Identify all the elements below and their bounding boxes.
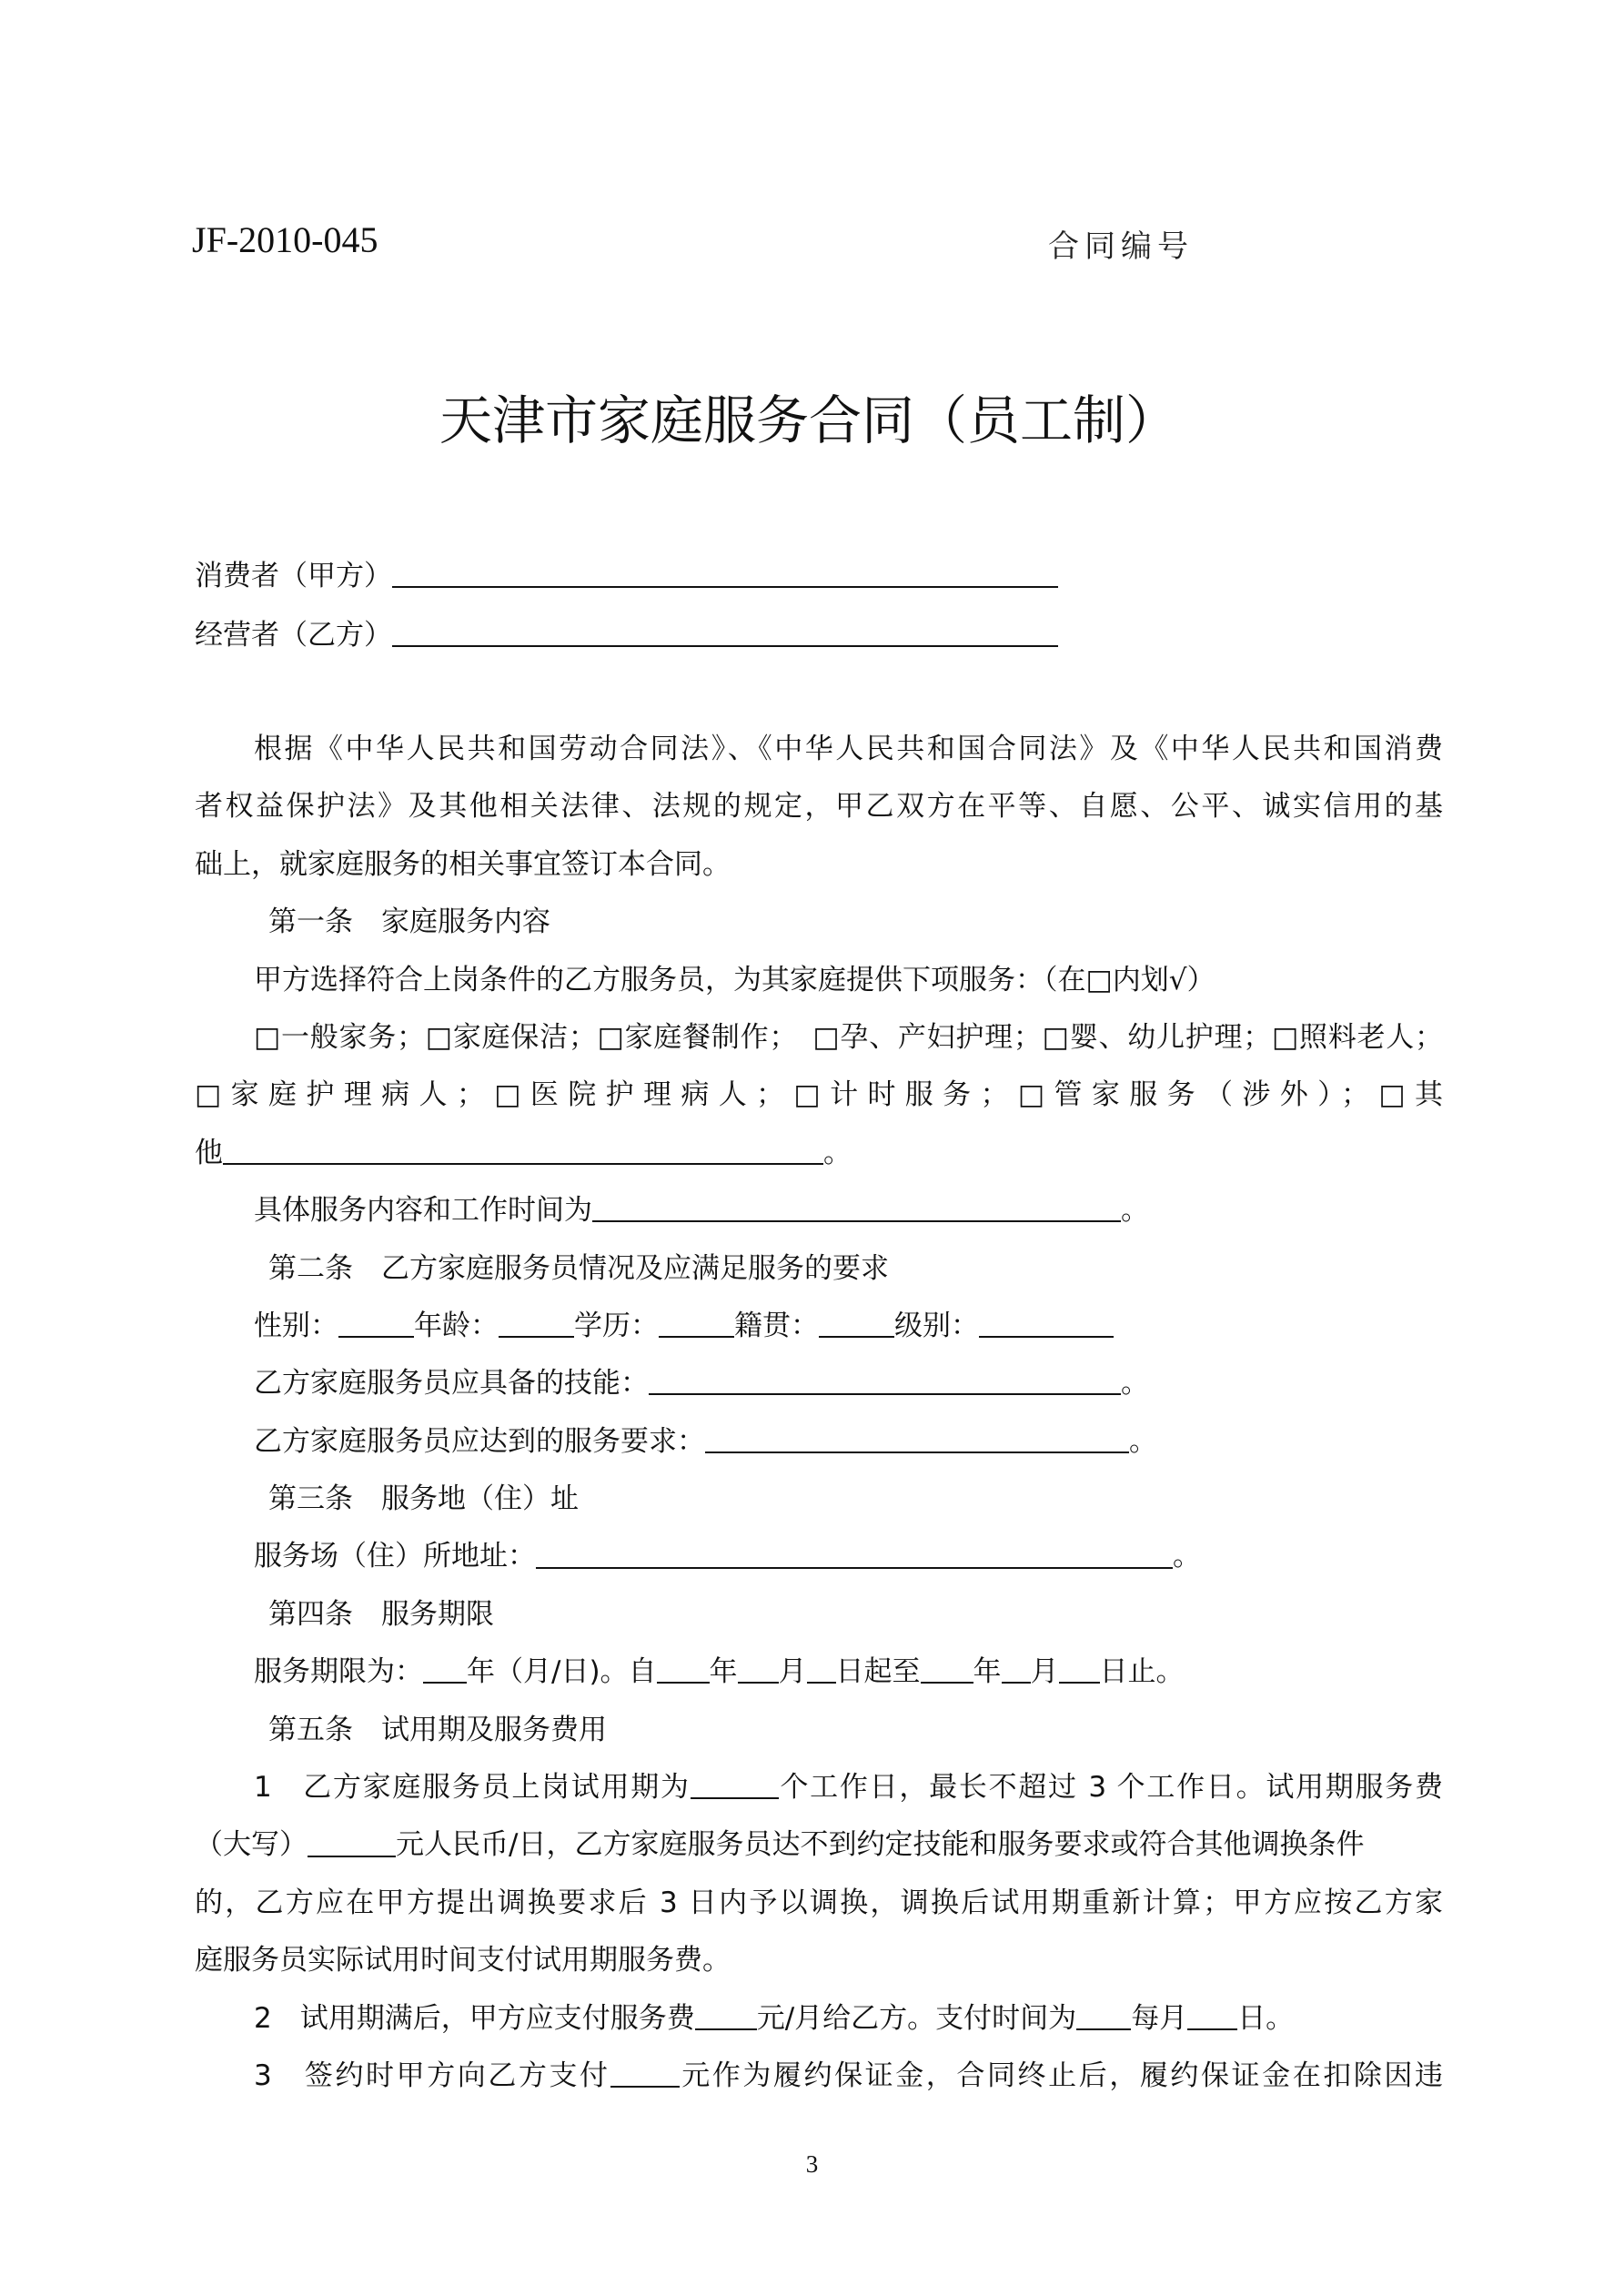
period: 。	[1121, 1367, 1149, 1401]
address-blank	[536, 1539, 1173, 1569]
party-a-blank	[392, 558, 1058, 588]
origin-blank	[819, 1308, 894, 1338]
address-label: 服务场（住）所地址：	[254, 1540, 536, 1573]
origin-label: 籍贯：	[734, 1309, 819, 1342]
requirements-label: 乙方家庭服务员应达到的服务要求：	[254, 1424, 705, 1458]
clause-1-line: 庭服务员实际试用时间支付试用期服务费。	[195, 1944, 731, 1977]
clause-text: 3 签约时甲方向乙方支付	[254, 2058, 610, 2092]
term-blank	[921, 1654, 973, 1684]
requirements-blank	[705, 1423, 1129, 1453]
term-blank	[1059, 1654, 1100, 1684]
pay-day-blank	[1187, 2000, 1237, 2030]
education-label: 学历：	[574, 1309, 659, 1342]
article-1-heading: 第一条 家庭服务内容	[268, 905, 550, 939]
clause-3-line	[195, 2048, 1443, 2105]
term-text: 年	[973, 1655, 1002, 1689]
article-4-heading: 第四条 服务期限	[268, 1597, 494, 1631]
education-blank	[659, 1308, 734, 1338]
service-term-line	[195, 1644, 1443, 1701]
preamble-line: 者权益保护法》及其他相关法律、法规的规定，甲乙双方在平等、自愿、公平、诚实信用的基	[195, 790, 1443, 824]
period: 。	[1121, 1194, 1149, 1228]
party-a-label: 消费者（甲方）	[195, 560, 392, 592]
term-blank	[657, 1654, 710, 1684]
other-label: 他	[195, 1136, 223, 1169]
clause-text: 1 乙方家庭服务员上岗试用期为	[254, 1771, 691, 1805]
clause-1-line	[195, 1816, 1443, 1874]
detail-label: 具体服务内容和工作时间为	[254, 1194, 592, 1228]
term-text: 年（月/日)。自	[467, 1655, 657, 1689]
period: 。	[1129, 1424, 1157, 1458]
parties-section	[195, 547, 1058, 665]
article-1-intro: 甲方选择符合上岗条件的乙方服务员，为其家庭提供下项服务：（在□内划√）	[254, 963, 1215, 996]
term-text: 年	[709, 1655, 738, 1689]
other-blank	[223, 1135, 823, 1165]
party-b-label: 经营者（乙方）	[195, 619, 392, 652]
age-label: 年龄：	[414, 1309, 499, 1342]
age-blank	[499, 1308, 574, 1338]
party-a-line	[195, 547, 1058, 606]
preamble-line: 根据《中华人民共和国劳动合同法》、《中华人民共和国合同法》及《中华人民共和国消费	[254, 733, 1443, 765]
term-text: 月	[778, 1655, 807, 1689]
service-detail-line	[195, 1182, 1443, 1239]
skills-label: 乙方家庭服务员应具备的技能：	[254, 1367, 649, 1401]
preamble-line: 础上，就家庭服务的相关事宜签订本合同。	[195, 847, 731, 881]
clause-text: 元人民币/日，乙方家庭服务员达不到约定技能和服务要求或符合其他调换条件	[396, 1828, 1365, 1862]
contract-code: JF-2010-045	[192, 219, 378, 260]
skills-blank	[649, 1365, 1121, 1395]
gender-label: 性别：	[254, 1309, 338, 1342]
period: 。	[823, 1136, 852, 1169]
document-title: 天津市家庭服务合同（员工制）	[439, 389, 1178, 451]
term-text: 日起至	[835, 1655, 921, 1689]
worker-info-line	[195, 1298, 1443, 1355]
monthly-fee-blank	[695, 2000, 757, 2030]
clause-text: 日。	[1237, 2001, 1295, 2035]
clause-text: 元作为履约保证金，合同终止后，履约保证金在扣除因违	[679, 2058, 1443, 2092]
service-options-line: □家庭护理病人；□医院护理病人；□计时服务；□管家服务（涉外）；□其	[195, 1078, 1443, 1112]
trial-fee-blank	[308, 1827, 396, 1857]
term-text: 服务期限为：	[254, 1655, 423, 1689]
requirements-line	[195, 1413, 1443, 1471]
term-blank	[807, 1654, 836, 1684]
article-2-heading: 第二条 乙方家庭服务员情况及应满足服务的要求	[268, 1251, 889, 1285]
detail-blank	[592, 1192, 1121, 1222]
skills-line	[195, 1355, 1443, 1412]
term-blank	[738, 1654, 779, 1684]
clause-text: 元/月给乙方。支付时间为	[756, 2001, 1077, 2035]
term-text: 日止。	[1099, 1655, 1185, 1689]
term-text: 月	[1030, 1655, 1059, 1689]
address-line	[195, 1528, 1443, 1585]
clause-1-line	[195, 1759, 1443, 1816]
article-5-heading: 第五条 试用期及服务费用	[268, 1713, 607, 1746]
party-b-line	[195, 606, 1058, 665]
other-service-line	[195, 1125, 1443, 1182]
contract-body	[195, 721, 1443, 2105]
clause-text: 2 试用期满后，甲方应支付服务费	[254, 2001, 695, 2035]
level-blank	[979, 1308, 1114, 1338]
clause-text: （大写）	[195, 1828, 308, 1862]
level-label: 级别：	[894, 1309, 979, 1342]
contract-number-label: 合同编号	[1048, 228, 1194, 265]
clause-text: 个工作日，最长不超过 3 个工作日。试用期服务费	[778, 1771, 1443, 1805]
term-blank	[423, 1654, 467, 1684]
party-b-blank	[392, 617, 1058, 647]
trial-days-blank	[691, 1769, 779, 1799]
article-3-heading: 第三条 服务地（住）址	[268, 1482, 579, 1516]
clause-text: 每月	[1131, 2001, 1188, 2035]
deposit-blank	[610, 2058, 680, 2088]
pay-time-blank	[1076, 2000, 1131, 2030]
service-options-line: □一般家务；□家庭保洁；□家庭餐制作； □孕、产妇护理；□婴、幼儿护理；□照料老人；	[254, 1020, 1443, 1054]
clause-1-line: 的，乙方应在甲方提出调换要求后 3 日内予以调换，调换后试用期重新计算；甲方应按乙方家	[195, 1886, 1443, 1919]
gender-blank	[338, 1308, 414, 1338]
clause-2-line	[195, 1990, 1443, 2048]
period: 。	[1173, 1540, 1201, 1573]
term-blank	[1002, 1654, 1031, 1684]
page-number: 3	[805, 2150, 819, 2178]
